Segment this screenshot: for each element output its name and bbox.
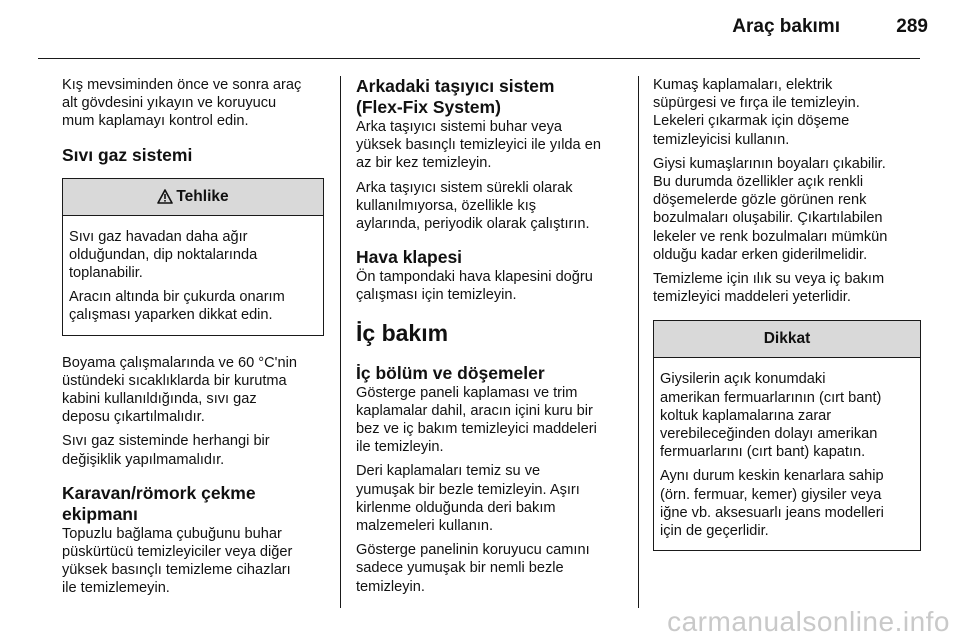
- danger-box: [62, 178, 324, 336]
- caution-box-header: [654, 321, 920, 358]
- danger-box-title: Tehlike: [176, 187, 229, 205]
- interior-paragraph-2: Deri kaplamaları temiz su ve yumuşak bir bezle temizleyin. Aşırı kirlenme olduğunda deri bakım malzemeleri kullanın.: [356, 463, 580, 535]
- warning-triangle-icon: [157, 189, 173, 204]
- air-flap-heading: Hava klapesi: [356, 247, 463, 268]
- danger-box-body: [63, 216, 323, 335]
- rear-carrier-heading: Arkadaki taşıyıcı sistem (Flex-Fix System): [356, 76, 555, 117]
- caution-box-title: Dikkat: [763, 330, 811, 348]
- column-divider-1: [340, 76, 341, 608]
- danger-paragraph-1: Sıvı gaz havadan daha ağır olduğundan, dip noktalarında toplanabilir.: [69, 228, 258, 282]
- fabric-paragraph-2: Giysi kumaşlarının boyaları çıkabilir. Bu durumda özellikler açık renkli döşemelerde gözle görünen renk bozulmaları oluşabilir. Çıkartılabilen lekeler ve renk bozulmaları mümkün olduğu kadar erken giderilmelidir.: [653, 155, 888, 263]
- danger-paragraph-2: Aracın altında bir çukurda onarım çalışması yaparken dikkat edin.: [69, 289, 285, 324]
- interior-trim-heading: İç bölüm ve döşemeler: [356, 362, 545, 383]
- header-rule: [38, 58, 920, 59]
- interior-care-heading: İç bakım: [356, 319, 449, 346]
- column-3: [653, 76, 921, 551]
- rear-carrier-paragraph-1: Arka taşıyıcı sistemi buhar veya yüksek basınçlı temizleyici ile yılda en az bir kez temizleyin.: [356, 119, 601, 172]
- intro-paragraph: Kış mevsiminden önce ve sonra araç alt gövdesini yıkayın ve koruyucu mum kaplamayı kontrol edin.: [62, 77, 302, 130]
- watermark: carmanualsonline.info: [667, 606, 950, 637]
- page-number: 289: [896, 16, 928, 37]
- caravan-heading: Karavan/römork çekme ekipmanı: [62, 482, 256, 524]
- caravan-paragraph: Topuzlu bağlama çubuğunu buhar püskürtücü temizleyiciler veya diğer yüksek basınçlı temizleme cihazları ile temizlemeyin.: [62, 525, 293, 597]
- paint-paragraph: Boyama çalışmalarında ve 60 °C'nin üstündeki sıcaklıklarda bir kurutma kabini kullanıldığında, sıvı gaz deposu çıkartılmalıdır.: [62, 354, 297, 426]
- no-change-paragraph: Sıvı gaz sisteminde herhangi bir değişiklik yapılmamalıdır.: [62, 433, 270, 468]
- column-divider-2: [638, 76, 639, 608]
- interior-paragraph-3: Gösterge panelinin koruyucu camını sadece yumuşak bir nemli bezle temizleyin.: [356, 542, 590, 595]
- danger-box-header: [63, 179, 323, 216]
- gas-system-heading: Sıvı gaz sistemi: [62, 144, 193, 165]
- rear-carrier-paragraph-2: Arka taşıyıcı sistem sürekli olarak kullanılmıyorsa, özellikle kış aylarında, periyodik olarak çalıştırın.: [356, 179, 590, 233]
- column-2: [356, 76, 626, 602]
- caution-box: [653, 320, 921, 551]
- caution-paragraph-1: Giysilerin açık konumdaki amerikan fermuarlarının (cırt bant) koltuk kaplamalarına zarar verebileceğinden dolayı amerikan fermuarlarını (cırt bant) kapatın.: [660, 371, 882, 461]
- fabric-paragraph-3: Temizleme için ılık su veya iç bakım temizleyici maddeleri yeterlidir.: [653, 271, 885, 306]
- page-title: Araç bakımı: [732, 16, 840, 37]
- column-1: [62, 76, 324, 604]
- caution-paragraph-2: Aynı durum keskin kenarlara sahip (örn. fermuar, kemer) giysiler veya iğne vb. aksesuarlı jeans modelleri için de geçerlidir.: [660, 468, 884, 540]
- interior-paragraph-1: Gösterge paneli kaplaması ve trim kaplamalar dahil, aracın içini kuru bir bez ve iç bakım temizleyici maddeleri ile temizleyin.: [356, 384, 597, 456]
- air-flap-paragraph: Ön tampondaki hava klapesini doğru çalışması için temizleyin.: [356, 269, 593, 304]
- caution-box-body: [654, 358, 920, 550]
- fabric-paragraph-1: Kumaş kaplamaları, elektrik süpürgesi ve fırça ile temizleyin. Lekeleri çıkarmak için döşeme temizleyicisi kullanın.: [653, 77, 860, 148]
